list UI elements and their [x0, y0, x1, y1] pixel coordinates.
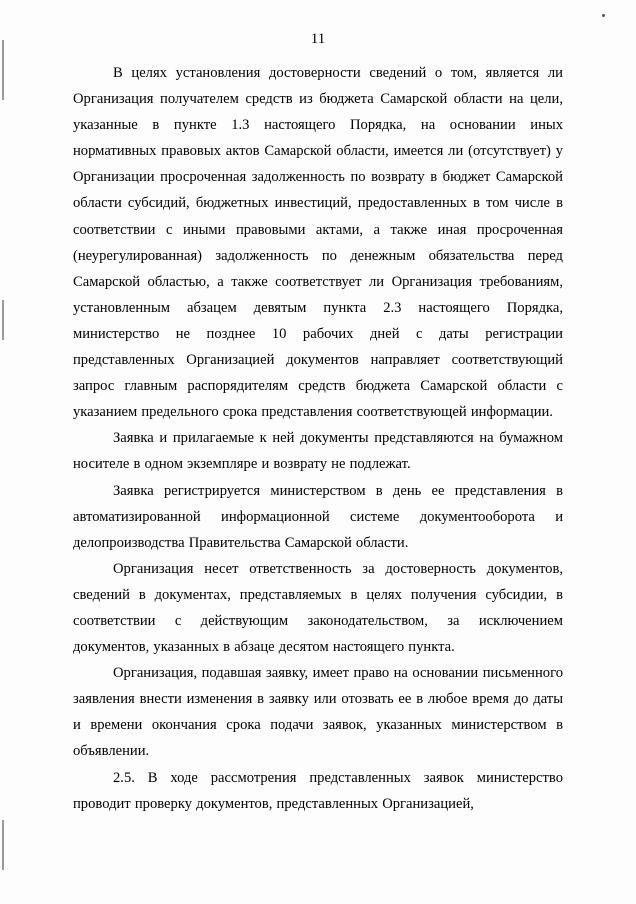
paragraph: Организация несет ответственность за достоверность документов, сведений в документах, представляемых в целях получения субсидии, в соответствии с действующим законодательством, за исключением документов, указанных в абзаце десятом настоящего пункта.	[73, 560, 563, 656]
paragraph: Организация, подавшая заявку, имеет право на основании письменного заявления внести изменения в заявку или отозвать ее в любое время до даты и времени окончания срока подачи заявок, указанных министерством в объявлении.	[73, 665, 563, 760]
paragraph: 2.5. В ходе рассмотрения представленных заявок министерство проводит проверку документов, представленных Организацией,	[73, 769, 563, 812]
paragraph: В целях установления достоверности сведений о том, является ли Организация получателем средств из бюджета Самарской области на цели, указанные в пункте 1.3 настоящего Порядка, на основании иных нормативных правовых актов Самарской области, имеется ли (отсутствует) у Организации просроченная задолженность по возврату в бюджет Самарской области субсидий, бюджетных инвестиций, предоставленных в том числе в соответствии с иными правовыми актами, а также иная просроченная (неурегулированная) задолженность по денежным обязательства перед Самарской областью, а также соответствует ли Организация требованиям, установленным абзацем девятым пункта 2.3 настоящего Порядка, министерство не позднее 10 рабочих дней с даты регистрации представленных Организацией документов направляет соответствующий запрос главным распорядителям средств бюджета Самарской области с указанием предельного срока представления соответствующей информации.	[73, 65, 563, 421]
document-body	[73, 60, 563, 817]
paragraph: Заявка и прилагаемые к ней документы представляются на бумажном носителе в одном экземпляре и возврату не подлежат.	[73, 430, 563, 473]
scan-edge-mark	[2, 820, 4, 870]
scan-edge-mark	[2, 40, 4, 100]
scan-dot	[602, 14, 605, 17]
scan-edge-mark	[2, 300, 4, 340]
paragraph: Заявка регистрируется министерством в день ее представления в автоматизированной информационной системе документооборота и делопроизводства Правительства Самарской области.	[73, 482, 563, 551]
page-number: 11	[310, 31, 326, 47]
